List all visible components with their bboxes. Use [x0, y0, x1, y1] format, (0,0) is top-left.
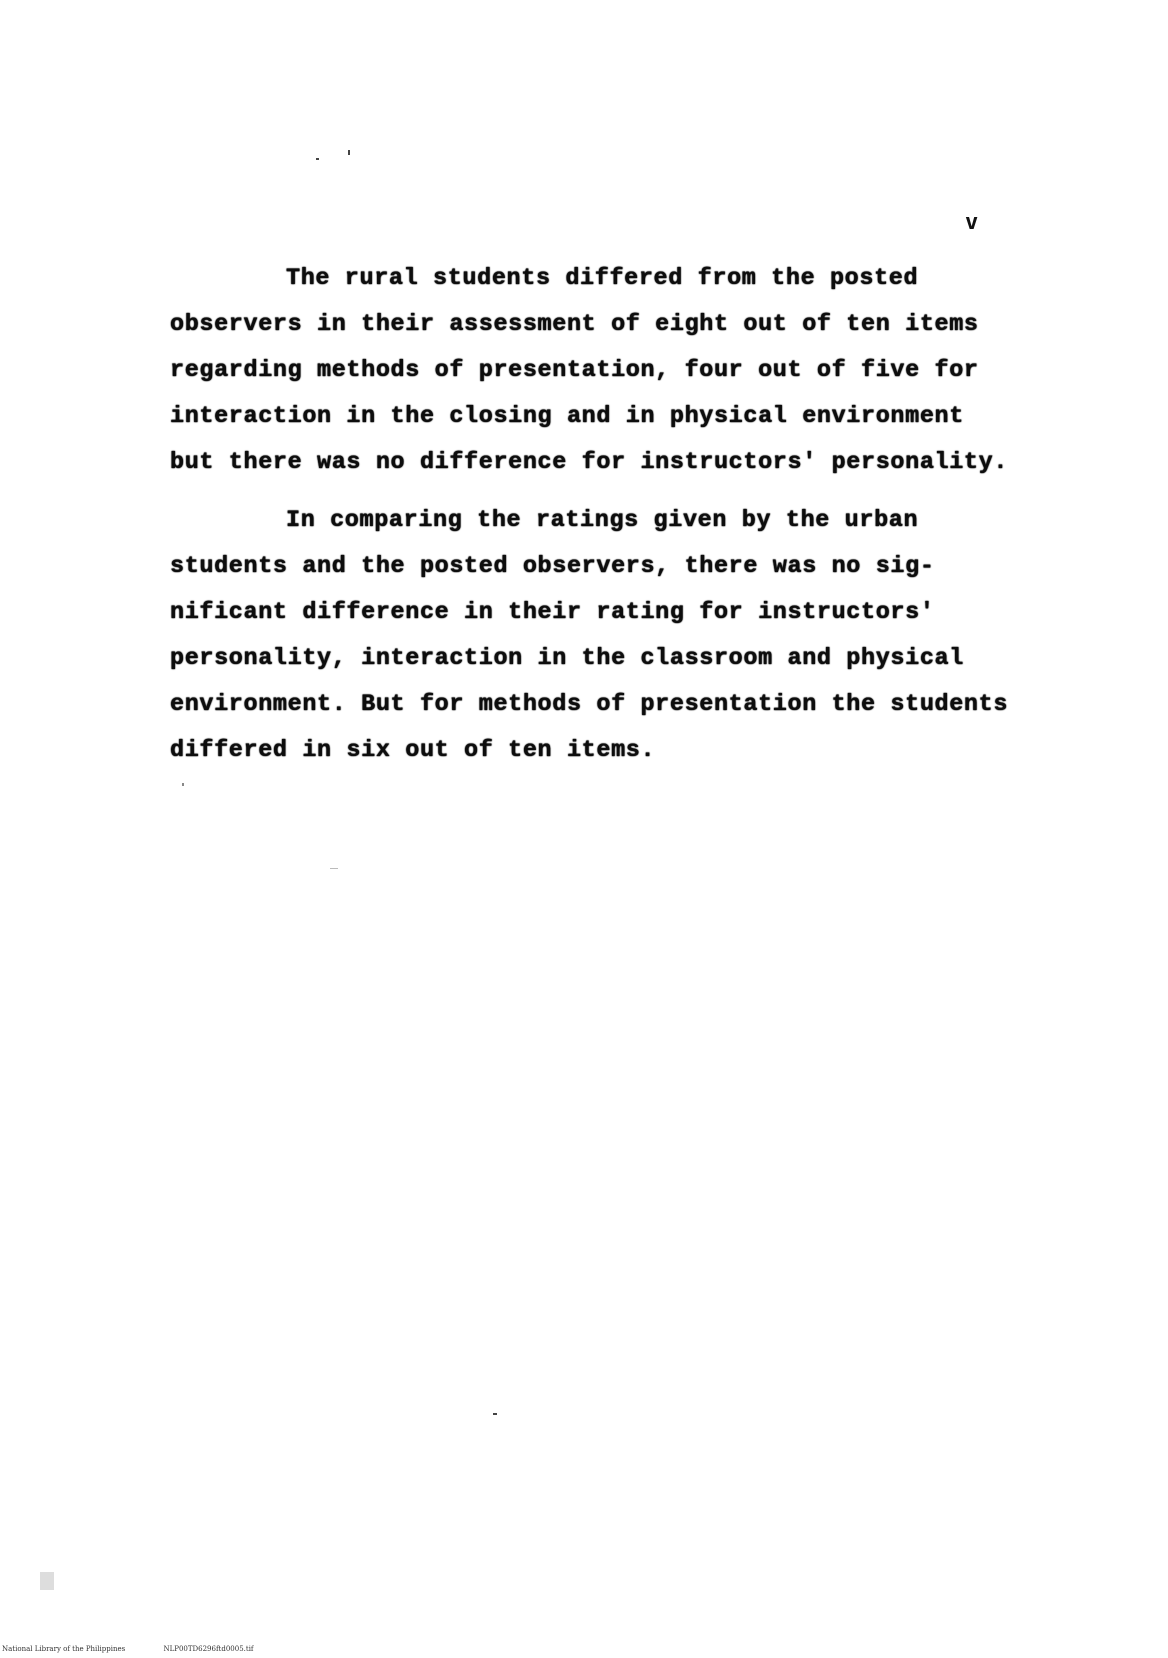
footer-library-name: National Library of the Philippines	[2, 1645, 126, 1653]
scan-speck	[316, 158, 319, 160]
scan-speck	[493, 1413, 497, 1415]
scan-speck	[40, 1572, 54, 1590]
text-line: environment. But for methods of presentation the students	[170, 691, 1009, 718]
paragraph-urban-students	[170, 498, 1020, 774]
scan-speck	[182, 783, 184, 786]
text-line: but there was no difference for instructors' personality.	[170, 449, 1009, 476]
scan-footer	[2, 1645, 254, 1653]
text-line: nificant difference in their rating for instructors'	[170, 599, 935, 626]
text-line: In comparing the ratings given by the urban	[286, 507, 919, 534]
text-line: regarding methods of presentation, four out of five for	[170, 357, 979, 384]
scan-speck	[330, 868, 338, 869]
scan-speck	[348, 150, 350, 155]
footer-filename: NLP00TD6296ftd0005.tif	[163, 1645, 254, 1653]
text-line: The rural students differed from the posted	[286, 265, 919, 292]
text-line: students and the posted observers, there was no sig-	[170, 553, 935, 580]
text-line: observers in their assessment of eight out of ten items	[170, 311, 979, 338]
text-line: personality, interaction in the classroom and physical	[170, 645, 964, 672]
paragraph-rural-students	[170, 256, 1020, 486]
text-line: interaction in the closing and in physical environment	[170, 403, 964, 430]
text-line: differed in six out of ten items.	[170, 737, 656, 764]
page-number: v	[965, 210, 980, 235]
